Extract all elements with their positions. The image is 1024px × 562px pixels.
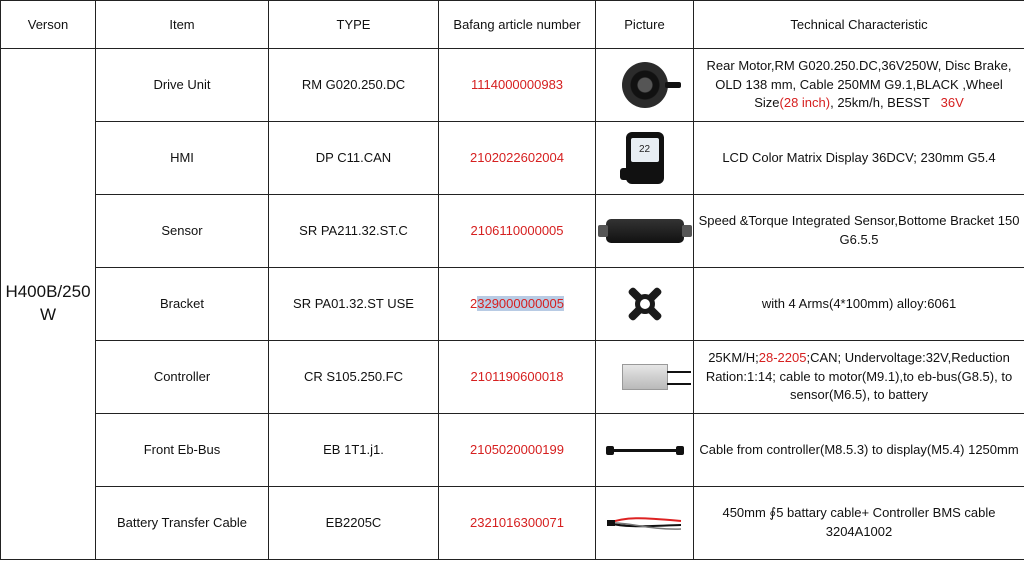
characteristic-cell: Speed &Torque Integrated Sensor,Bottome Bracket 150 G6.5.5 — [694, 195, 1024, 268]
torque-sensor-icon — [606, 219, 684, 243]
item-cell: HMI — [96, 122, 269, 195]
table-row — [1, 487, 1024, 560]
selected-text[interactable]: 329000000005 — [477, 295, 564, 311]
type-cell: CR S105.250.FC — [269, 341, 439, 414]
header-article-number: Bafang article number — [439, 1, 596, 49]
item-cell: Front Eb-Bus — [96, 414, 269, 487]
picture-cell — [596, 122, 694, 195]
header-technical-characteristic: Technical Characteristic — [694, 1, 1024, 49]
characteristic-cell: Rear Motor,RM G020.250.DC,36V250W, Disc Brake, OLD 138 mm, Cable 250MM G9.1,BLACK ,Wheel Size(28 inch), 25km/h, BESST 36V — [694, 49, 1024, 122]
battery-cable-icon — [607, 512, 683, 534]
header-version: Verson — [1, 1, 96, 49]
type-cell: EB2205C — [269, 487, 439, 560]
type-cell: EB 1T1.j1. — [269, 414, 439, 487]
type-cell: DP C11.CAN — [269, 122, 439, 195]
article-number-cell[interactable]: 2329000000005 — [439, 268, 596, 341]
header-picture: Picture — [596, 1, 694, 49]
cable-icon — [610, 449, 680, 452]
header-item: Item — [96, 1, 269, 49]
characteristic-cell: Cable from controller(M8.5.3) to display(M5.4) 1250mm — [694, 414, 1024, 487]
picture-cell — [596, 49, 694, 122]
type-cell: SR PA211.32.ST.C — [269, 195, 439, 268]
version-cell: H400B/250 W — [1, 49, 96, 560]
table-row — [1, 268, 1024, 341]
table-row — [1, 122, 1024, 195]
picture-cell — [596, 414, 694, 487]
characteristic-cell: with 4 Arms(4*100mm) alloy:6061 — [694, 268, 1024, 341]
item-cell: Battery Transfer Cable — [96, 487, 269, 560]
item-cell: Bracket — [96, 268, 269, 341]
picture-cell — [596, 195, 694, 268]
lcd-display-icon — [626, 132, 664, 184]
bracket-icon — [620, 279, 670, 329]
table-row — [1, 195, 1024, 268]
article-number-cell: 2106110000005 — [439, 195, 596, 268]
table-row — [1, 414, 1024, 487]
article-number-cell: 2105020000199 — [439, 414, 596, 487]
table-row — [1, 341, 1024, 414]
controller-icon — [622, 364, 668, 390]
item-cell: Controller — [96, 341, 269, 414]
picture-cell — [596, 341, 694, 414]
characteristic-cell: 25KM/H;28-2205;CAN; Undervoltage:32V,Reduction Ration:1:14; cable to motor(M9.1),to eb-bus(G8.5), to sensor(M6.5), to battery — [694, 341, 1024, 414]
header-row — [1, 1, 1024, 49]
table-row — [1, 49, 1024, 122]
display-screen-value: 22 — [631, 138, 659, 162]
characteristic-cell: 450mm ∮5 battary cable+ Controller BMS cable 3204A1002 — [694, 487, 1024, 560]
picture-cell — [596, 487, 694, 560]
picture-cell — [596, 268, 694, 341]
characteristic-cell: LCD Color Matrix Display 36DCV; 230mm G5.4 — [694, 122, 1024, 195]
item-cell: Drive Unit — [96, 49, 269, 122]
article-number-cell: 1114000000983 — [439, 49, 596, 122]
article-number-cell: 2321016300071 — [439, 487, 596, 560]
type-cell: SR PA01.32.ST USE — [269, 268, 439, 341]
article-number-cell: 2101190600018 — [439, 341, 596, 414]
header-type: TYPE — [269, 1, 439, 49]
hub-motor-icon — [622, 62, 668, 108]
item-cell: Sensor — [96, 195, 269, 268]
type-cell: RM G020.250.DC — [269, 49, 439, 122]
article-number-cell: 2102022602004 — [439, 122, 596, 195]
